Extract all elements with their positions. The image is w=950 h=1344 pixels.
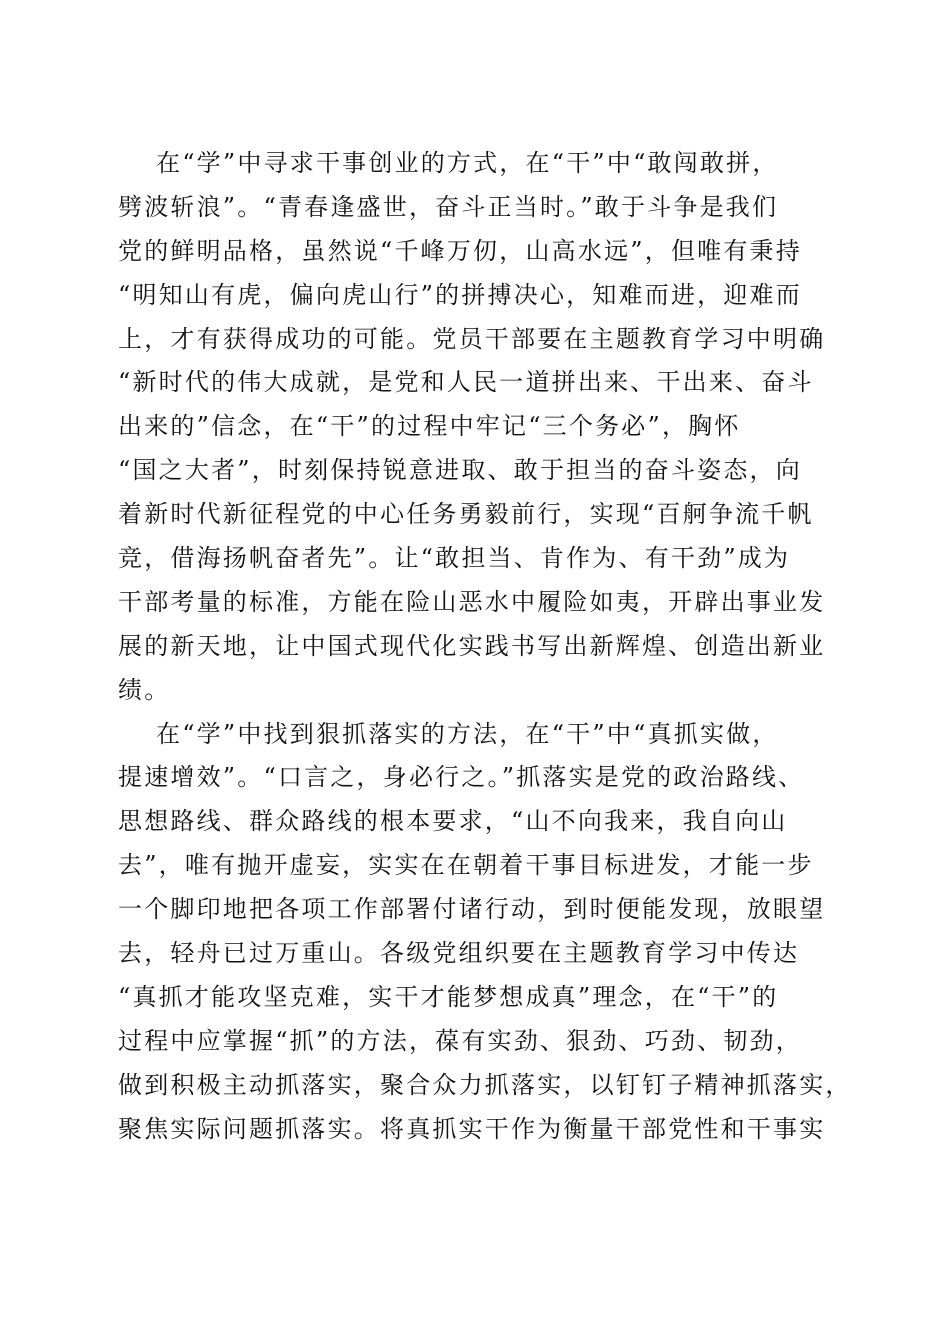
paragraph-line: 着新时代新征程党的中心任务勇毅前行，实现“百舸争流千帆 [118, 500, 814, 529]
paragraph-line: 做到积极主动抓落实，聚合众力抓落实，以钉钉子精神抓落实， [118, 1070, 852, 1099]
paragraph-line: 党的鲜明品格，虽然说“千峰万仞，山高水远”，但唯有秉持 [118, 236, 802, 265]
paragraph-line: 去”，唯有抛开虚妄，实实在在朝着干事目标进发，才能一步 [118, 851, 814, 880]
paragraph-2 [118, 713, 852, 1152]
paragraph-line: 聚焦实际问题抓落实。将真抓实干作为衡量干部党性和干事实 [118, 1114, 826, 1143]
paragraph-line: “真抓才能攻坚克难，实干才能梦想成真”理念，在“干”的 [118, 982, 779, 1011]
paragraph-line: “新时代的伟大成就，是党和人民一道拼出来、干出来、奋斗 [118, 368, 814, 397]
paragraph-line: 绩。 [118, 675, 171, 704]
paragraph-line: “国之大者”，时刻保持锐意进取、敢于担当的奋斗姿态，向 [118, 456, 802, 485]
paragraph-line: 去，轻舟已过万重山。各级党组织要在主题教育学习中传达 [118, 939, 800, 968]
paragraph-line: 一个脚印地把各项工作部署付诸行动，到时便能发现，放眼望 [118, 895, 826, 924]
paragraph-line: 出来的”信念，在“干”的过程中牢记“三个务必”，胸怀 [118, 412, 741, 441]
body-text [118, 142, 852, 1151]
paragraph-line: 在“学”中找到狠抓落实的方法，在“干”中“真抓实做， [156, 719, 779, 748]
paragraph-line: 上，才有获得成功的可能。党员干部要在主题教育学习中明确 [118, 324, 826, 353]
paragraph-line: 思想路线、群众路线的根本要求，“山不向我来，我自向山 [118, 807, 788, 836]
paragraph-line: 竞，借海扬帆奋者先”。让“敢担当、肯作为、有干劲”成为 [118, 544, 791, 573]
paragraph-line: 干部考量的标准，方能在险山恶水中履险如夷，开辟出事业发 [118, 587, 826, 616]
paragraph-line: 提速增效”。“口言之，身必行之。”抓落实是党的政治路线、 [118, 763, 805, 792]
paragraph-line: 在“学”中寻求干事创业的方式，在“干”中“敢闯敢拼， [156, 149, 779, 177]
paragraph-line: 展的新天地，让中国式现代化实践书写出新辉煌、创造出新业 [118, 631, 826, 660]
paragraph-line: “明知山有虎，偏向虎山行”的拼搏决心，知难而进，迎难而 [118, 280, 802, 309]
paragraph-1 [118, 142, 828, 713]
paragraph-line: 过程中应掌握“抓”的方法，葆有实劲、狠劲、巧劲、韧劲， [118, 1026, 802, 1055]
paragraph-line: 劈波斩浪”。“青春逢盛世，奋斗正当时。”敢于斗争是我们 [118, 192, 779, 221]
